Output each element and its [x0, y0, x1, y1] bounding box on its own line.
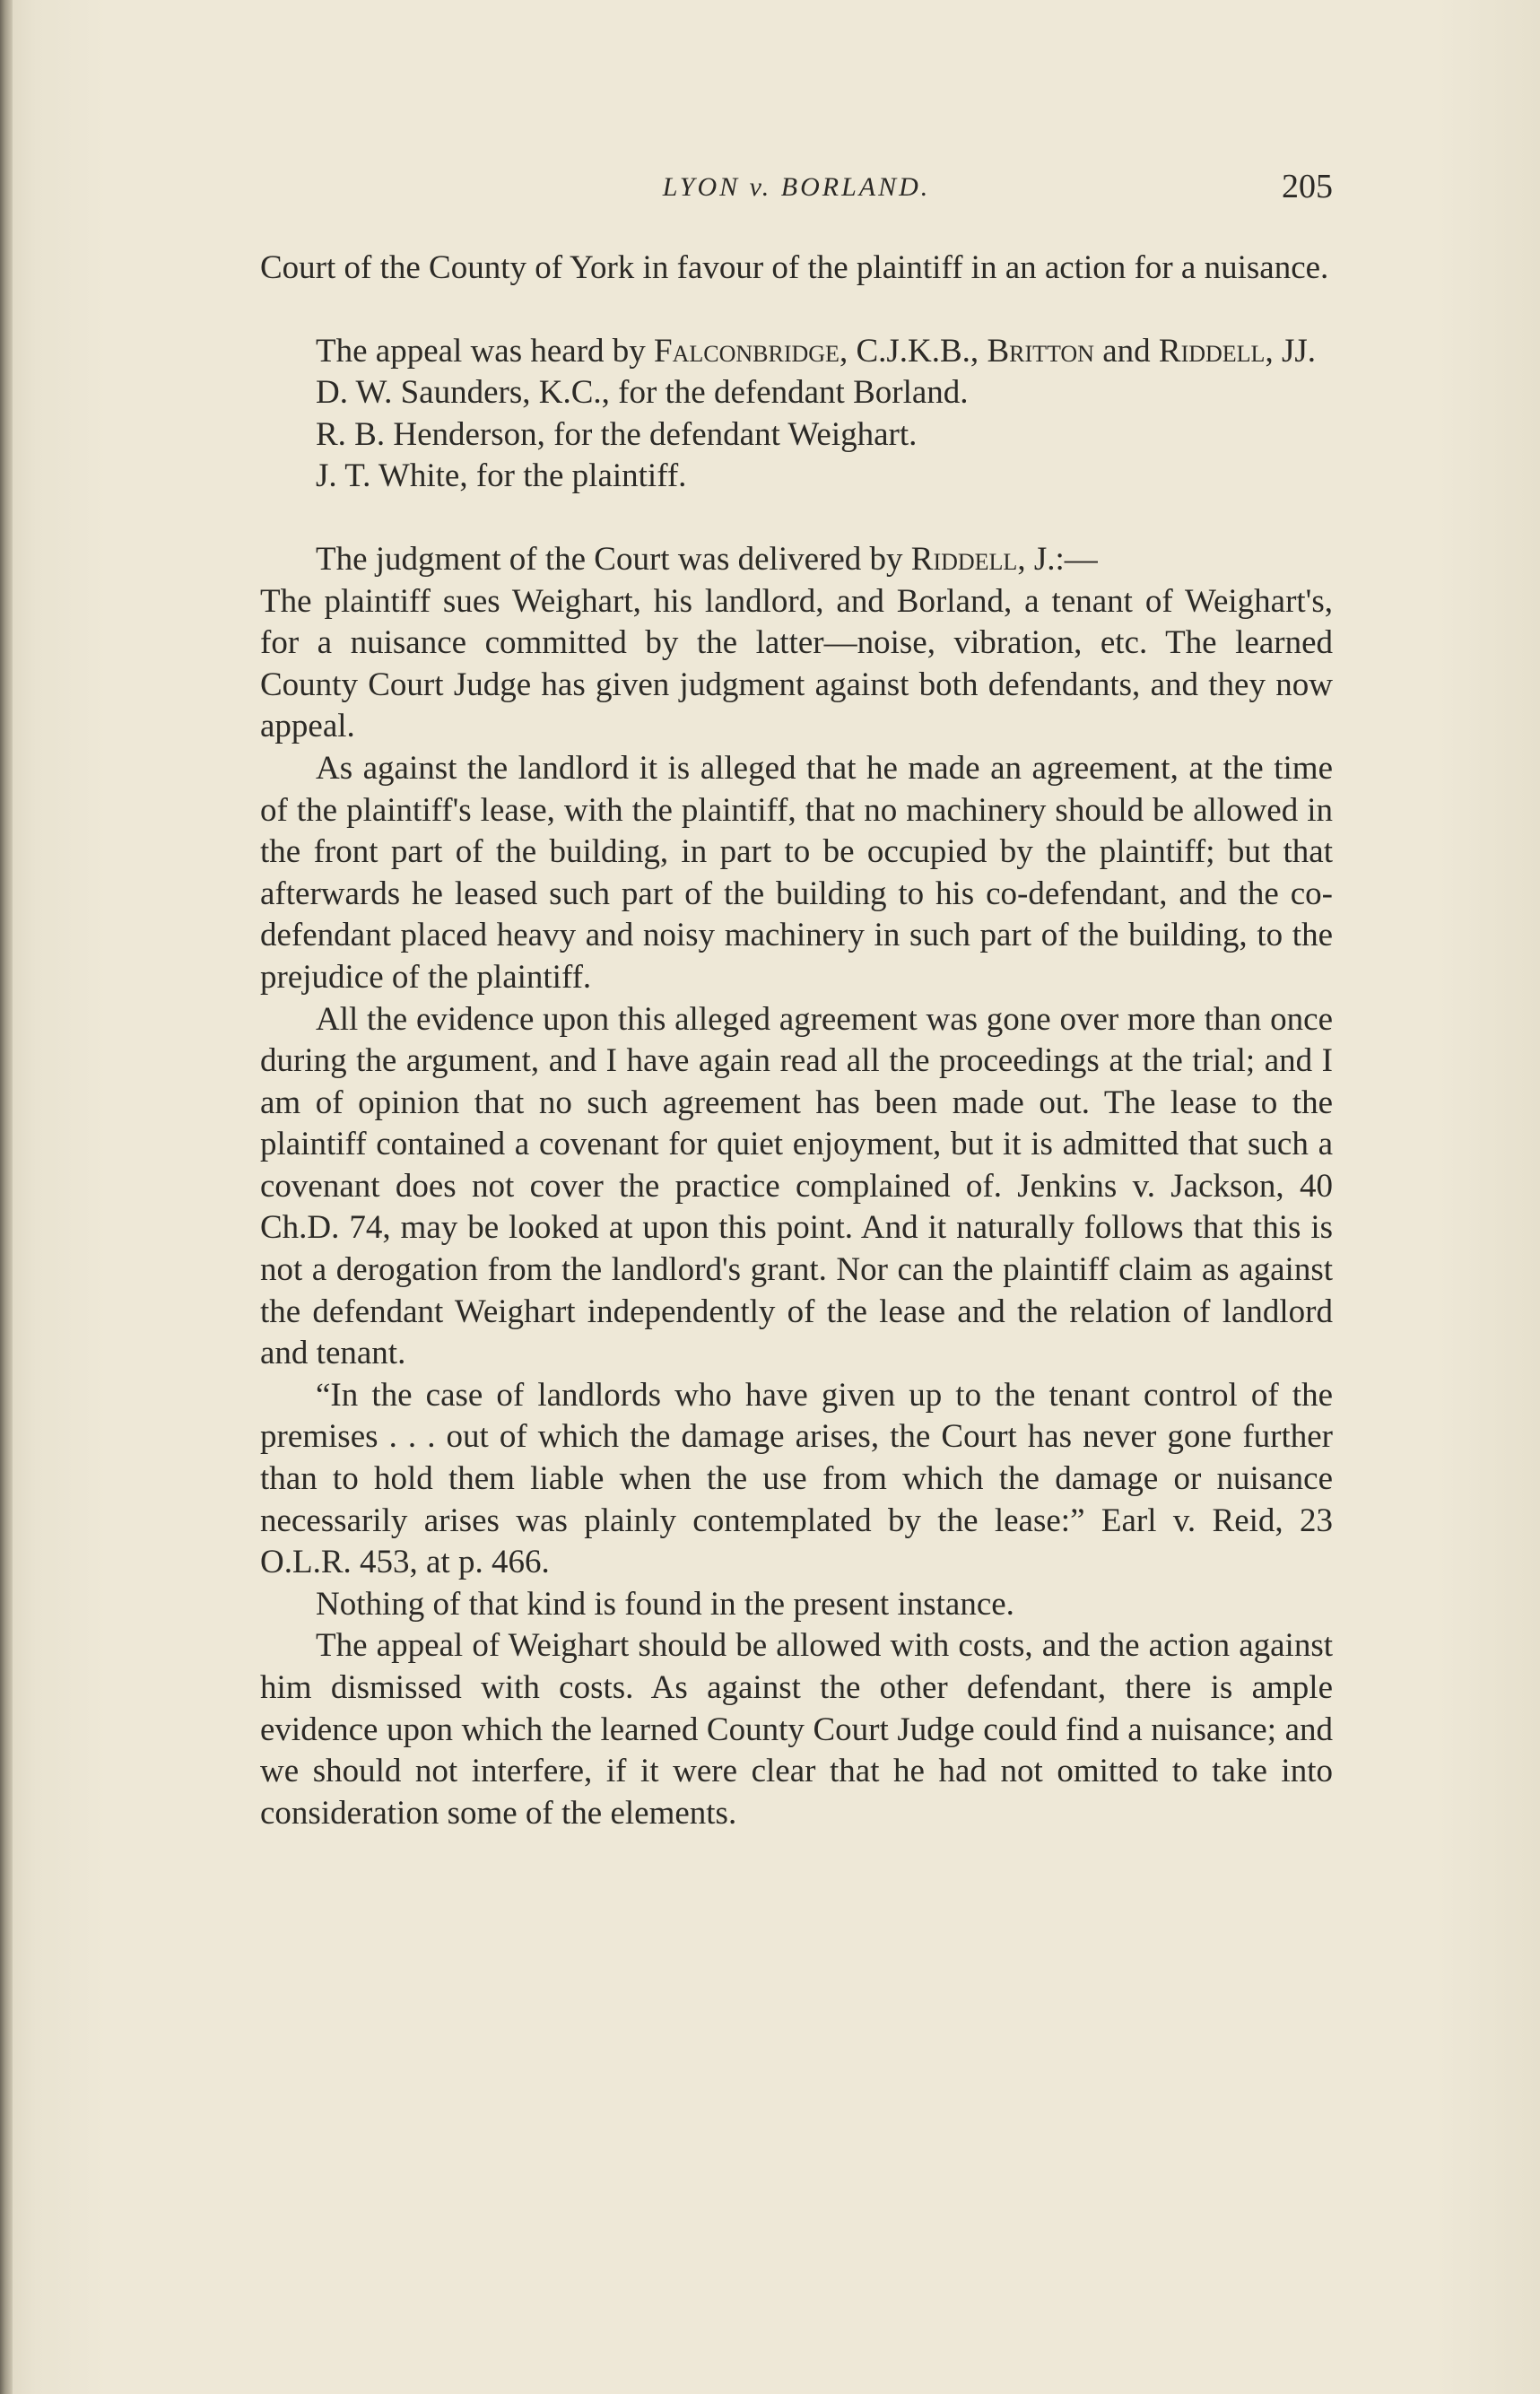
judgment-intro: [260, 539, 1333, 581]
counsel-line: J. T. White, for the plaintiff.: [316, 457, 687, 495]
bench-paragraph: [260, 331, 1333, 373]
opening-paragraph: Court of the County of York in favour of the plaintiff in an action for a nuisance.: [260, 249, 1329, 286]
judge-britton: Britton: [987, 332, 1094, 370]
counsel-line: D. W. Saunders, K.C., for the defendant Borland.: [316, 374, 969, 412]
bench-suffix: , JJ.: [1265, 332, 1317, 370]
page-binding-edge: [0, 0, 13, 2394]
judgment-paragraph: The plaintiff sues Weighart, his landlord, and Borland, a tenant of Weighart's, for a nuisance committed by the latter—noise, vibration, etc. The learned County Court Judge has given judgment against both defendants, and they now appeal.: [260, 582, 1333, 745]
judge-riddell: Riddell: [1158, 332, 1266, 370]
bench-middle-2: and: [1093, 332, 1159, 370]
running-title: LYON v. BORLAND.: [662, 172, 931, 202]
bench-middle-1: , C.J.K.B.,: [839, 332, 988, 370]
judge-falconbridge: Falconbridge: [654, 332, 840, 370]
judgment-paragraph: All the evidence upon this alleged agreement was gone over more than once during the argument, and I have again read all the proceedings at the trial; and I am of opinion that no such agreement has been made out. The lease to the plaintiff contained a covenant for quiet enjoyment, but it is admitted that such a covenant does not cover the practice complained of. Jenkins v. Jackson, 40 Ch.D. 74, may be looked at upon this point. And it naturally follows that this is not a derogation from the landlord's grant. Nor can the plaintiff claim as against the defendant Weighart independently of the lease and the relation of landlord and tenant.: [260, 1000, 1333, 1372]
judgment-intro-prefix: The judgment of the Court was delivered by: [316, 540, 911, 578]
body-text: [260, 248, 1333, 1834]
bench-prefix: The appeal was heard by: [316, 332, 655, 370]
judgment-paragraph: Nothing of that kind is found in the present instance.: [316, 1585, 1014, 1623]
counsel-line: R. B. Henderson, for the defendant Weighart.: [316, 415, 918, 453]
judgment-paragraph: As against the landlord it is alleged that he made an agreement, at the time of the plaintiff's lease, with the plaintiff, that no machinery should be allowed in the front part of the building, in part to be occupied by the plaintiff; but that afterwards he leased such part of the building to his co-defendant, and the co-defendant placed heavy and noisy machinery in such part of the building, to the prejudice of the plaintiff.: [260, 749, 1333, 996]
running-head: [260, 167, 1333, 212]
judgment-paragraph: The appeal of Weighart should be allowed with costs, and the action against him dismissed with costs. As against the other defendant, there is ample evidence upon which the learned County Court Judge could find a nuisance; and we should not interfere, if it were clear that he had not omitted to take into consideration some of the elements.: [260, 1627, 1333, 1832]
page-number: 205: [1282, 168, 1333, 205]
judgment-judge: Riddell: [910, 540, 1018, 578]
quotation-paragraph: “In the case of landlords who have given up to the tenant control of the premises . . . out of which the damage arises, the Court has never gone further than to hold them liable when the use from which the damage or nuisance necessarily arises was plainly contemplated by the lease:” Earl v. Reid, 23 O.L.R. 453, at p. 466.: [260, 1376, 1333, 1581]
judgment-intro-suffix: , J.:—: [1017, 540, 1098, 578]
